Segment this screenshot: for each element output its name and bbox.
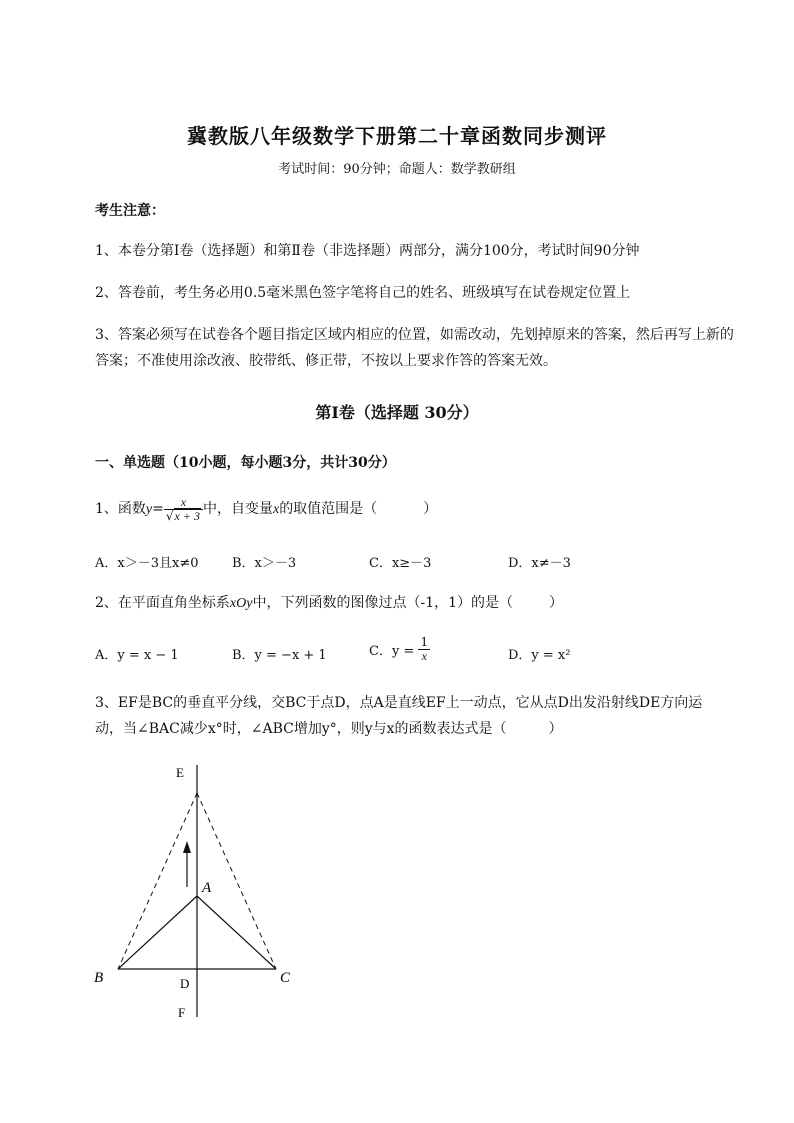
label-c: C: [280, 970, 291, 986]
q1-fraction-num: x: [180, 494, 187, 509]
q1-suffix-a: 中，自变量: [202, 501, 273, 517]
q1-option-b: B．x＞－3: [232, 556, 297, 571]
arrow-head-icon: [183, 841, 191, 853]
exam-title: 冀教版八年级数学下册第二十章函数同步测评: [187, 124, 607, 148]
geometry-figure: [85, 755, 315, 1025]
q2-c-den: x: [418, 649, 430, 663]
question-1-stem: [95, 494, 437, 525]
notice-heading: 考生注意：: [95, 203, 165, 219]
q1-option-c: C．x≥－3: [369, 556, 432, 571]
exam-subtitle: 考试时间：90分钟；命题人：数学教研组: [278, 162, 516, 177]
q2-option-c-fraction: [418, 636, 430, 663]
question-3-line-2: 动，当∠BAC减少x°时，∠ABC增加y°，则y与x的函数表达式是（ ）: [95, 721, 563, 737]
q2-option-c: [369, 636, 430, 663]
notice-item-2: 2、答卷前，考生务必用0.5毫米黑色签字笔将自己的姓名、班级填写在试卷规定位置上: [95, 285, 631, 301]
q1-option-a: A．x＞－3且x≠0: [95, 556, 199, 571]
q2-var: xOy: [229, 596, 253, 611]
label-a: A: [202, 880, 212, 896]
label-d: D: [180, 976, 190, 991]
segment-ac: [197, 896, 276, 969]
q2-option-d: D．y = x²: [508, 648, 571, 663]
q1-option-d: D．x≠－3: [508, 556, 571, 571]
q2-stem-b: 中，下列函数的图像过点（-1，1）的是（: [252, 595, 514, 611]
q2-close: ）: [549, 595, 564, 611]
q1-y: y: [145, 502, 153, 517]
label-b: B: [94, 970, 104, 986]
q1-prefix: 1、函数: [95, 501, 146, 517]
q2-c-num: 1: [420, 635, 429, 649]
q1-fraction: [164, 496, 203, 523]
segment-ab: [118, 896, 197, 969]
q1-var: x: [272, 502, 280, 517]
question-3-line-1: 3、EF是BC的垂直平分线，交BC于点D，点A是直线EF上一动点，它从点D出发沿射线DE方向运: [95, 695, 703, 711]
sqrt-sign: √: [165, 508, 174, 523]
q2-option-b: B．y = −x + 1: [232, 648, 327, 663]
notice-item-1: 1、本卷分第I卷（选择题）和第Ⅱ卷（非选择题）两部分，满分100分，考试时间90分钟: [95, 243, 640, 259]
q1-suffix-b: 的取值范围是（: [279, 501, 378, 517]
question-2-stem: [95, 590, 563, 617]
q1-eq: =: [152, 501, 164, 517]
notice-item-3: 3、答案必须写在试卷各个题目指定区域内相应的位置，如需改动，先划掉原来的答案，然后再写上新的答案；不准使用涂改液、胶带纸、修正带，不按以上要求作答的答案无效。: [95, 327, 734, 369]
label-e: E: [176, 765, 184, 780]
dashed-line-eb: [118, 793, 197, 969]
q2-option-a: A．y = x − 1: [95, 648, 179, 663]
q1-fraction-den: [164, 509, 203, 523]
section-title: 第I卷（选择题 30分）: [315, 403, 479, 422]
q2-stem-a: 2、在平面直角坐标系: [95, 595, 230, 611]
label-f: F: [178, 1005, 186, 1020]
part-heading: 一、单选题（10小题，每小题3分，共计30分）: [95, 455, 396, 471]
q1-radicand: x + 3: [174, 508, 200, 523]
q1-close: ）: [423, 501, 438, 517]
q2-option-c-prefix: C．y =: [369, 644, 415, 659]
